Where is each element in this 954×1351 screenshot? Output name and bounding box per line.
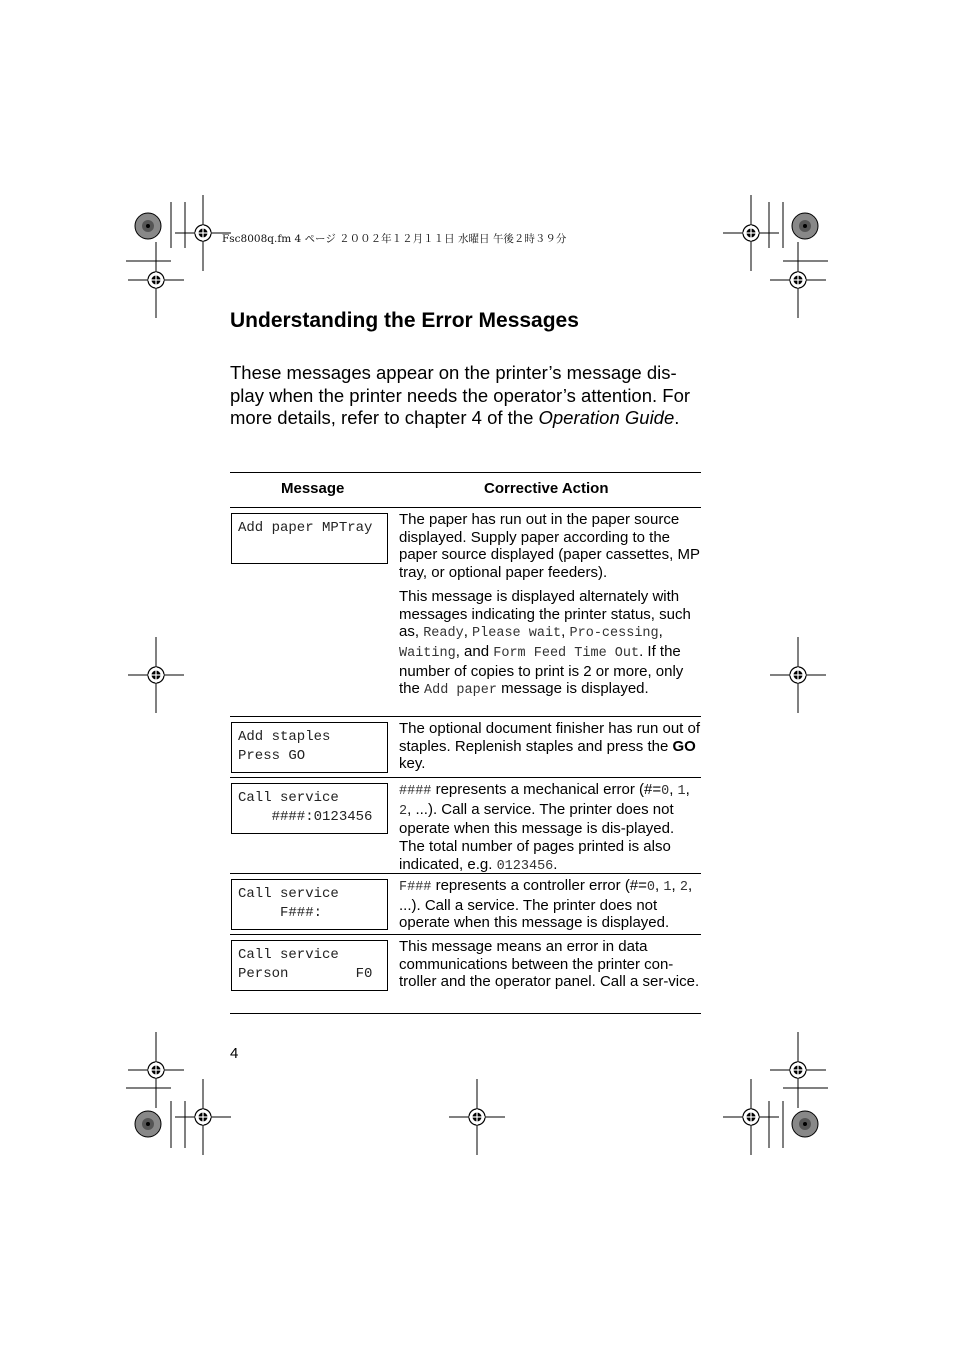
page-number: 4 (230, 1045, 239, 1062)
dial-mark-top-left (135, 213, 161, 239)
message-display-call-service-mechanical (231, 783, 388, 834)
page-title: Understanding the Error Messages (230, 309, 579, 332)
message-display-add-paper (231, 513, 388, 564)
action-text: This message is displayed alternately with messages indicating the printer status, such as, (399, 587, 691, 641)
action-text: represents a controller error (#= (431, 877, 647, 894)
action-text: . (553, 855, 558, 873)
digit: 2 (399, 803, 408, 819)
digit: 0 (661, 784, 670, 799)
action-text: , ...). Call a service. The printer does not operate when this message is displayed. (399, 877, 693, 932)
go-key-label: GO (672, 737, 696, 755)
action-call-service-controller (399, 877, 701, 932)
intro-text: These messages appear on the printer’s message dis-play when the printer needs the operator’s attention. For more details, refer to chapter 4 of the (230, 362, 691, 428)
status-ready: Ready (423, 626, 464, 642)
action-text: , (685, 781, 690, 798)
message-display-call-service-controller (231, 879, 388, 930)
table-top-rule (230, 472, 701, 473)
action-call-service-mechanical (399, 781, 701, 876)
action-text: . If the number of copies to print is 2 or more, only the (399, 642, 684, 698)
action-text: , (658, 623, 663, 641)
crosshair-mark (770, 637, 826, 713)
file-info-header: Fsc8008q.fm 4 ページ ２００２年１２月１１日 水曜日 午後２時３９分 (222, 233, 567, 245)
page-count-example: 0123456 (496, 858, 554, 874)
action-paragraph: The paper has run out in the paper source displayed. Supply paper according to the paper source displayed (paper cassettes, MP tray, or optional paper feeders). (399, 511, 700, 582)
message-line: Call service (238, 886, 339, 902)
crosshair-mark (128, 637, 184, 713)
action-text: , and (455, 642, 494, 660)
action-paragraph (399, 588, 701, 700)
crosshair-mark (723, 1079, 779, 1155)
status-please-wait: Please wait (472, 626, 562, 642)
action-text: This message means an error in data communications between the printer con-troller and the operator panel. Call a ser-vice. (399, 938, 700, 991)
message-line: Call service (238, 790, 339, 806)
crosshair-mark (770, 1032, 826, 1108)
crosshair-mark (723, 195, 779, 271)
status-waiting: Waiting (399, 645, 456, 661)
message-line: Call service (238, 947, 339, 963)
status-processing: Pro-cessing (569, 626, 659, 642)
action-text: key. (399, 755, 426, 773)
intro-end: . (674, 407, 680, 428)
message-display-add-staples (231, 722, 388, 773)
action-text: , (463, 623, 473, 641)
message-line: Add paper MPTray (238, 520, 373, 536)
message-display-call-service-person (231, 940, 388, 991)
dial-mark-bottom-left (135, 1111, 161, 1137)
crosshair-mark (128, 1032, 184, 1108)
action-call-service-person (399, 938, 701, 991)
error-code: F### (399, 880, 432, 895)
action-text: , (561, 623, 570, 641)
crosshair-mark (128, 242, 184, 318)
column-header-message: Message (281, 480, 345, 497)
digit: 1 (677, 784, 686, 799)
message-line: Person F0 (238, 966, 373, 982)
message-line: Press GO (238, 748, 306, 764)
crosshair-mark (175, 1079, 231, 1155)
message-line: Add staples (238, 729, 331, 745)
error-code: #### (399, 784, 432, 799)
digit: 2 (679, 880, 688, 895)
action-add-paper (399, 511, 701, 700)
action-text: , (669, 781, 678, 798)
crosshair-mark (449, 1079, 505, 1155)
status-add-paper: Add paper (424, 683, 497, 699)
status-form-feed-time-out: Form Feed Time Out (493, 645, 640, 661)
row-divider (230, 934, 701, 935)
table-header-rule (230, 507, 701, 508)
action-add-staples (399, 720, 701, 773)
action-text: represents a mechanical error (#= (431, 781, 662, 798)
action-text: The optional document finisher has run out of staples. Replenish staples and press the (399, 720, 701, 755)
action-text: , ...). Call a service. The printer does not operate when this message is dis-played. The total number of pages printed is also indicated, e.g. (399, 800, 675, 873)
dial-mark-top-right (792, 213, 818, 239)
table-bottom-rule (230, 1013, 701, 1014)
column-header-action: Corrective Action (484, 480, 609, 497)
crosshair-mark (770, 242, 826, 318)
intro-paragraph (230, 362, 710, 430)
action-text: , (655, 877, 664, 894)
intro-guide-title: Operation Guide (538, 407, 675, 428)
message-line: ####:0123456 (238, 809, 373, 825)
dial-mark-bottom-right (792, 1111, 818, 1137)
message-line: F###: (238, 905, 323, 921)
digit: 0 (646, 880, 656, 895)
action-text: , (671, 877, 680, 894)
action-text: message is displayed. (496, 680, 649, 698)
row-divider (230, 716, 701, 717)
digit: 1 (663, 880, 672, 895)
row-divider (230, 777, 701, 778)
